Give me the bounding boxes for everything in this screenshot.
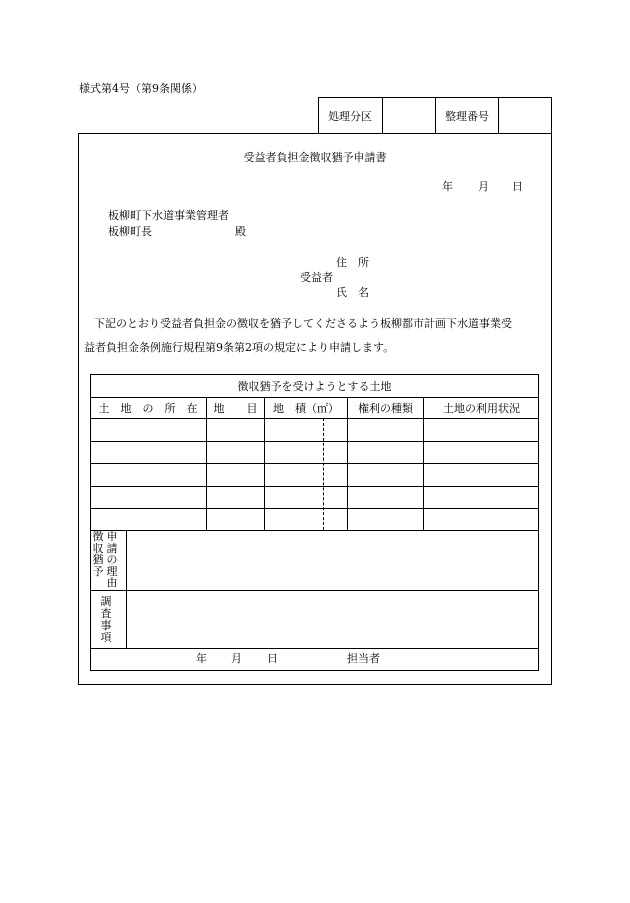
- table-cell[interactable]: [265, 508, 347, 530]
- table-cell[interactable]: [207, 441, 264, 463]
- number-value[interactable]: [499, 97, 552, 134]
- addressee-line2: 板柳町長: [108, 225, 152, 238]
- category-value[interactable]: [383, 97, 435, 134]
- reason-label-col1: 徴収猶予: [92, 530, 104, 578]
- table-cell[interactable]: [90, 418, 206, 441]
- table-cell[interactable]: [265, 463, 347, 486]
- addressee-line1: 板柳町下水道事業管理者: [108, 209, 229, 222]
- footer-month-label: 月: [231, 652, 242, 665]
- survey-label: 調査事項: [100, 595, 112, 644]
- table-cell[interactable]: [348, 441, 423, 463]
- date-day-label: 日: [512, 180, 523, 193]
- table-cell[interactable]: [265, 418, 347, 441]
- table-cell[interactable]: [90, 441, 206, 463]
- table-cell[interactable]: [424, 418, 539, 441]
- column-header-right-type: 権利の種類: [358, 401, 413, 415]
- applicant-name-label: 氏 名: [336, 286, 369, 299]
- table-cell[interactable]: [90, 508, 206, 530]
- applicant-address-label: 住 所: [336, 256, 369, 269]
- table-cell[interactable]: [207, 486, 264, 508]
- table-cell[interactable]: [265, 486, 347, 508]
- table-cell[interactable]: [348, 463, 423, 486]
- body-text-line1: 下記のとおり受益者負担金の徴収を猶予してくださるよう板柳都市計画下水道事業受: [94, 317, 512, 330]
- table-cell[interactable]: [90, 486, 206, 508]
- table-line: [90, 648, 539, 649]
- page-title: 受益者負担金徴収猶予申請書: [243, 151, 387, 164]
- table-cell[interactable]: [265, 441, 347, 463]
- table-cell[interactable]: [348, 486, 423, 508]
- addressee-honorific: 殿: [235, 225, 246, 238]
- table-cell[interactable]: [207, 508, 264, 530]
- table-cell[interactable]: [348, 508, 423, 530]
- applicant-role-label: 受益者: [300, 271, 333, 284]
- table-cell[interactable]: [424, 441, 539, 463]
- table-cell[interactable]: [207, 418, 264, 441]
- survey-value[interactable]: [127, 590, 539, 648]
- table-cell[interactable]: [90, 463, 206, 486]
- form-id: 様式第4号（第9条関係）: [79, 82, 203, 95]
- table-cell[interactable]: [424, 463, 539, 486]
- table-cell[interactable]: [424, 486, 539, 508]
- land-table-caption: 徴収猶予を受けようとする土地: [237, 379, 392, 393]
- footer-day-label: 日: [267, 652, 278, 665]
- table-cell[interactable]: [424, 508, 539, 530]
- footer-year-label: 年: [196, 652, 207, 665]
- reason-value[interactable]: [127, 530, 539, 590]
- category-label: 処理分区: [328, 109, 372, 123]
- column-header-location: 土 地 の 所 在: [98, 401, 198, 415]
- table-cell[interactable]: [207, 463, 264, 486]
- officer-label: 担当者: [347, 652, 380, 665]
- column-header-land-category: 地 目: [213, 401, 258, 415]
- body-text-line2: 益者負担金条例施行規程第9条第2項の規定により申請します。: [84, 341, 395, 354]
- column-header-usage: 土地の利用状況: [443, 401, 520, 415]
- table-cell[interactable]: [348, 418, 423, 441]
- column-header-area: 地 積（㎡）: [273, 401, 339, 415]
- date-month-label: 月: [478, 180, 489, 193]
- number-label: 整理番号: [445, 109, 489, 123]
- date-year-label: 年: [442, 180, 453, 193]
- reason-label-col2: 申請の理由: [106, 530, 118, 589]
